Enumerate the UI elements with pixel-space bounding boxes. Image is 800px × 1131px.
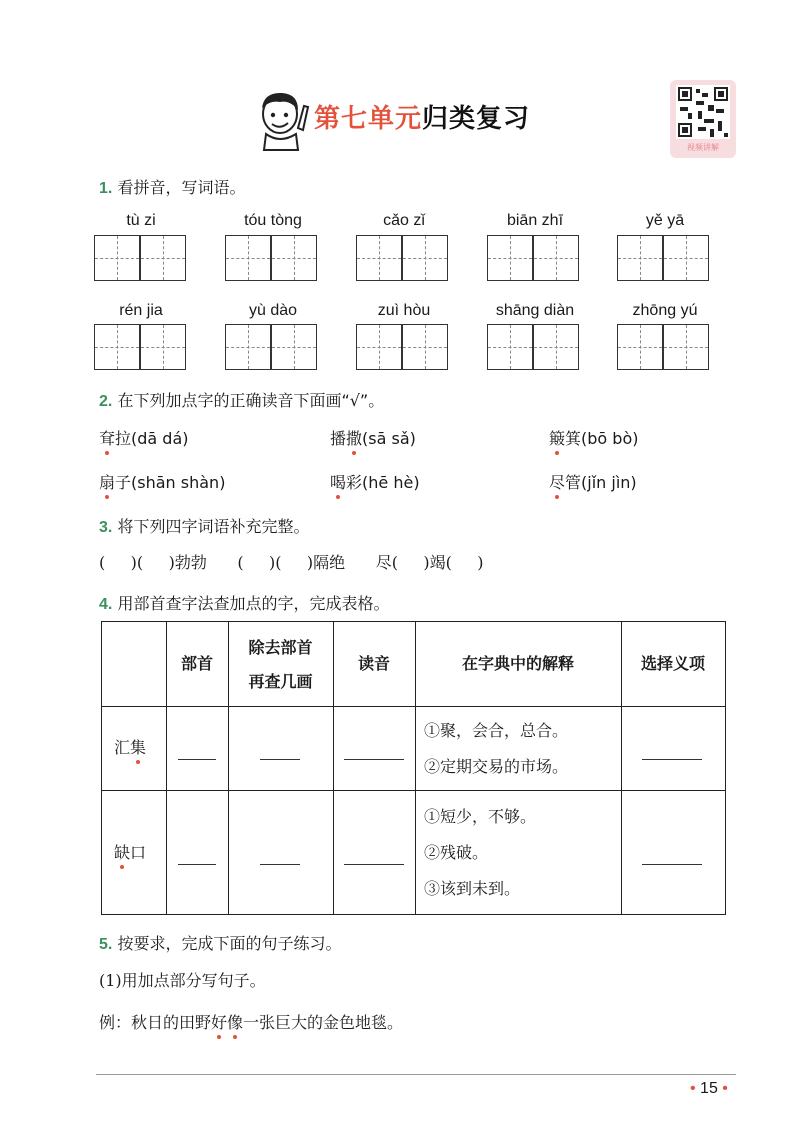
- header-strokes-line2: 再查几画: [248, 672, 313, 691]
- definition-item: ①短少，不够。: [424, 807, 537, 826]
- dotted-char: 撒: [346, 426, 362, 449]
- dotted-char: 集: [130, 735, 146, 758]
- word-suffix: 口: [130, 843, 147, 862]
- dotted-char: 像: [227, 1010, 243, 1033]
- question-3-number: 3.: [99, 519, 113, 536]
- page-number: [690, 1080, 728, 1098]
- row-word: [114, 840, 146, 863]
- pronunciation-item[interactable]: [549, 426, 638, 449]
- word-prefix: 汇: [114, 738, 131, 757]
- item-rest: 子(shān shàn): [115, 473, 226, 492]
- question-2-text: 在下列加点字的正确读音下面画“√”。: [117, 391, 385, 410]
- pinyin-label: cǎo zǐ: [383, 212, 425, 229]
- answer-blank[interactable]: [260, 759, 300, 760]
- mascot-icon: [252, 88, 312, 152]
- answer-blank[interactable]: [642, 864, 702, 865]
- question-2: [99, 388, 384, 411]
- writing-box[interactable]: [402, 324, 448, 370]
- writing-box[interactable]: [225, 235, 271, 281]
- page-dot-right: •: [717, 1080, 728, 1097]
- definition-item: ①聚，会合，总合。: [424, 721, 569, 740]
- dotted-char: 耷: [99, 426, 115, 449]
- qr-caption: 视频讲解: [687, 143, 719, 152]
- writing-box[interactable]: [271, 235, 317, 281]
- writing-box[interactable]: [663, 235, 709, 281]
- pinyin-label: yě yā: [645, 212, 685, 229]
- writing-box[interactable]: [617, 235, 663, 281]
- definition-item: ②定期交易的市场。: [424, 757, 569, 776]
- header-definition: 在字典中的解释: [461, 654, 574, 673]
- header-strokes-line1: 除去部首: [248, 638, 313, 657]
- title-part1: 第七单元: [314, 104, 423, 134]
- footer-divider: [96, 1074, 736, 1075]
- question-4: [99, 591, 389, 614]
- question-5-number: 5.: [99, 936, 113, 953]
- pronunciation-item[interactable]: [99, 426, 189, 449]
- idiom-fill-line[interactable]: ( )( )勃勃 ( )( )隔绝 尽( )竭( ): [99, 553, 484, 572]
- pronunciation-item[interactable]: [549, 470, 637, 493]
- page-dot-left: •: [690, 1080, 701, 1097]
- dotted-char: 喝: [330, 470, 346, 493]
- writing-box[interactable]: [356, 324, 402, 370]
- item-rest: 拉(dā dá): [115, 429, 189, 448]
- question-4-text: 用部首查字法查加点的字，完成表格。: [117, 594, 390, 613]
- item-rest: 箕(bō bò): [565, 429, 639, 448]
- question-1-text: 看拼音，写词语。: [117, 178, 246, 197]
- writing-box[interactable]: [663, 324, 709, 370]
- question-5: [99, 931, 341, 954]
- dotted-char: 尽: [549, 470, 565, 493]
- definition-item: ②残破。: [424, 843, 489, 862]
- page-title: [314, 98, 530, 135]
- pinyin-label: zuì hòu: [377, 302, 431, 319]
- writing-box[interactable]: [402, 235, 448, 281]
- question-4-number: 4.: [99, 596, 113, 613]
- item-rest: 管(jǐn jìn): [565, 473, 637, 492]
- writing-box[interactable]: [533, 235, 579, 281]
- writing-box[interactable]: [225, 324, 271, 370]
- example-post: 一张巨大的金色地毯。: [243, 1013, 404, 1032]
- writing-box[interactable]: [140, 324, 186, 370]
- writing-box[interactable]: [487, 235, 533, 281]
- pinyin-label: tóu tòng: [244, 212, 302, 229]
- pinyin-label: rén jia: [119, 302, 163, 319]
- answer-blank[interactable]: [344, 759, 404, 760]
- question-1-number: 1.: [99, 180, 113, 197]
- writing-box[interactable]: [533, 324, 579, 370]
- answer-blank[interactable]: [260, 864, 300, 865]
- row-word: [114, 735, 146, 758]
- dotted-char: 缺: [114, 840, 130, 863]
- writing-box[interactable]: [356, 235, 402, 281]
- dotted-char: 好: [211, 1010, 227, 1033]
- question-2-number: 2.: [99, 393, 113, 410]
- header-choice: 选择义项: [640, 654, 705, 673]
- pinyin-label: zhōng yú: [632, 302, 698, 319]
- pronunciation-item[interactable]: [330, 470, 420, 493]
- writing-box[interactable]: [617, 324, 663, 370]
- item-rest: 彩(hē hè): [346, 473, 420, 492]
- writing-box[interactable]: [94, 235, 140, 281]
- question-1: [99, 175, 245, 198]
- pronunciation-item[interactable]: [99, 470, 225, 493]
- qr-code-icon: [676, 85, 730, 139]
- answer-blank[interactable]: [178, 759, 216, 760]
- dotted-char: 簸: [549, 426, 565, 449]
- answer-blank[interactable]: [344, 864, 404, 865]
- header-pronunciation: 读音: [357, 654, 390, 673]
- pinyin-label: tù zi: [126, 212, 156, 229]
- pinyin-label: shāng diàn: [495, 302, 575, 319]
- page-number-value: 15: [700, 1080, 718, 1097]
- question-3-text: 将下列四字词语补充完整。: [117, 517, 310, 536]
- pinyin-label: biān zhī: [506, 212, 564, 229]
- qr-code-badge[interactable]: [670, 80, 736, 158]
- writing-box[interactable]: [140, 235, 186, 281]
- question-3: [99, 514, 309, 537]
- example-pre: 例：秋日的田野: [99, 1013, 212, 1032]
- dotted-char: 扇: [99, 470, 115, 493]
- answer-blank[interactable]: [642, 759, 702, 760]
- question-5-sub: (1)用加点部分写句子。: [99, 971, 266, 990]
- item-prefix: 播: [330, 429, 347, 448]
- definition-item: ③该到未到。: [424, 879, 521, 898]
- pronunciation-item[interactable]: [330, 426, 416, 449]
- example-sentence: [99, 1010, 403, 1033]
- item-rest: (sā sǎ): [362, 429, 416, 448]
- writing-box[interactable]: [94, 324, 140, 370]
- writing-box[interactable]: [271, 324, 317, 370]
- header-radical: 部首: [180, 654, 213, 673]
- answer-blank[interactable]: [178, 864, 216, 865]
- pinyin-label: yù dào: [248, 302, 298, 319]
- writing-box[interactable]: [487, 324, 533, 370]
- question-5-text: 按要求，完成下面的句子练习。: [117, 934, 342, 953]
- title-part2: 归类复习: [422, 104, 531, 134]
- lookup-table: [101, 621, 726, 915]
